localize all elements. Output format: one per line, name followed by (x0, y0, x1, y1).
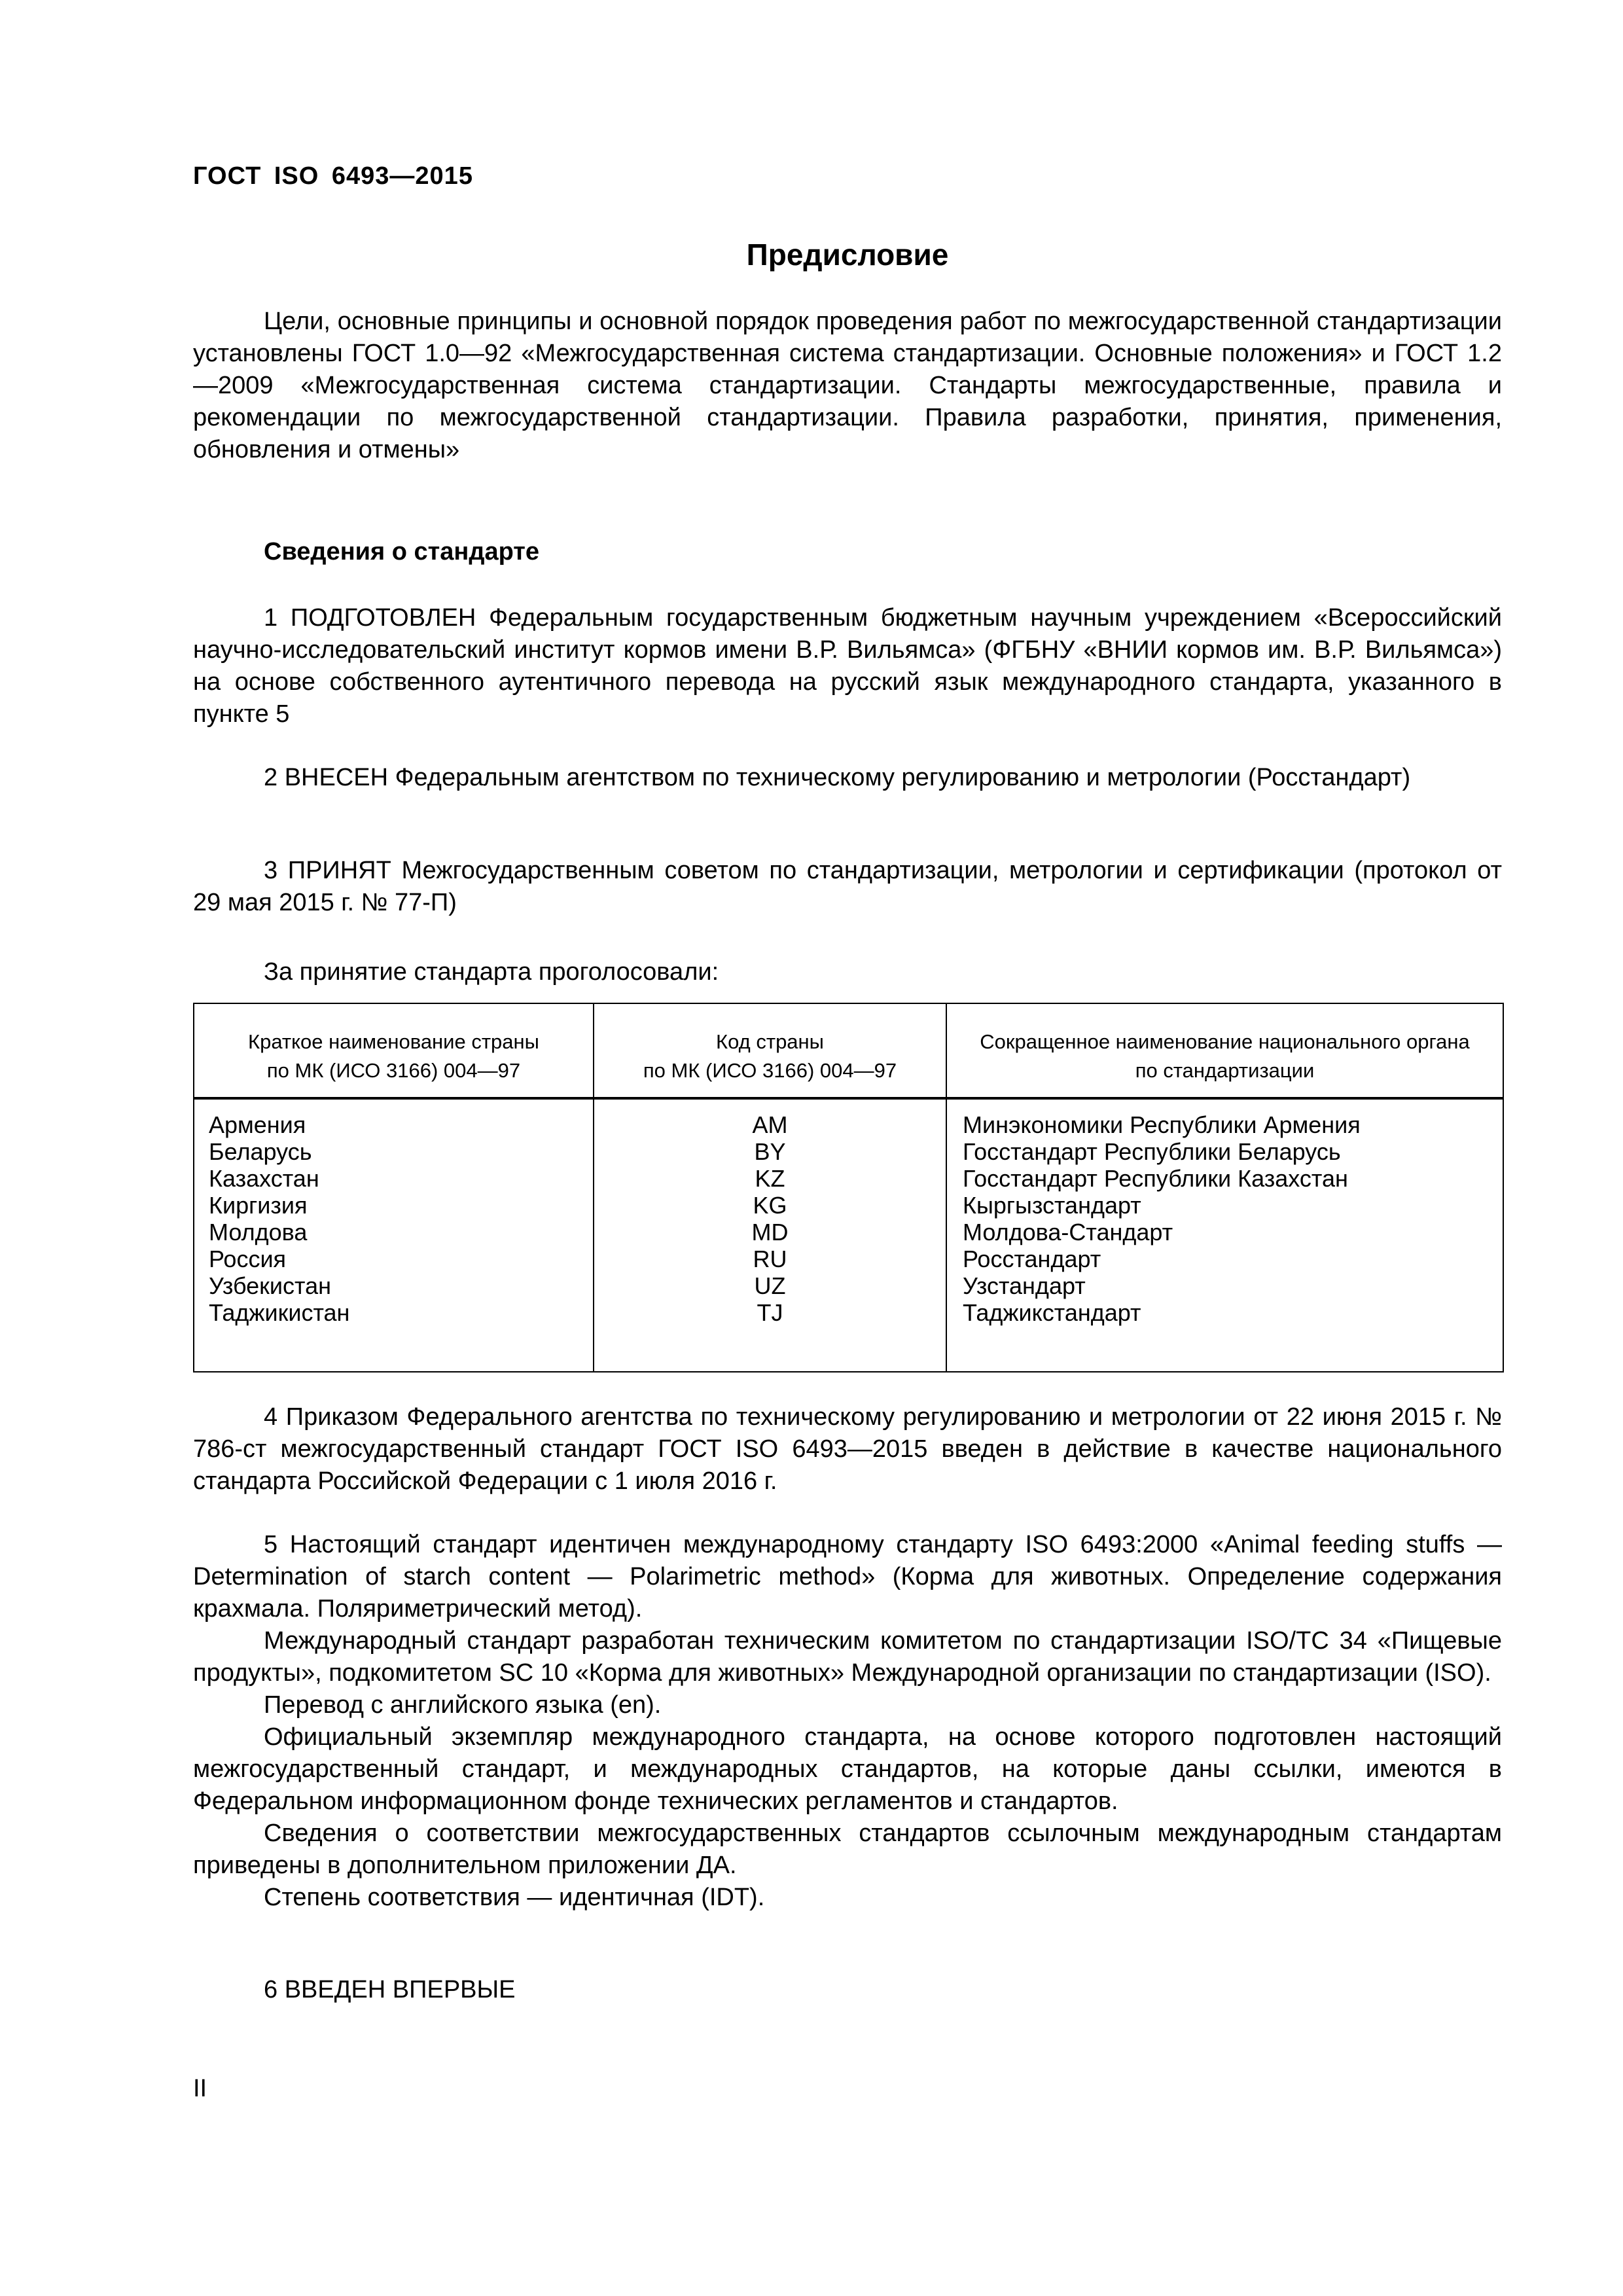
item-6-block (193, 1974, 1502, 2006)
country-name: Беларусь (209, 1138, 312, 1165)
page-number: II (193, 2075, 207, 2102)
country-code: TJ (757, 1299, 783, 1326)
country-name: Таджикистан (209, 1299, 350, 1326)
item-5-paragraph-6: Степень соответствия — идентичная (IDT). (264, 1884, 765, 1911)
country-name: Киргизия (209, 1192, 308, 1219)
header-standards-body (946, 1003, 1503, 1098)
standards-body: Росстандарт (963, 1246, 1101, 1272)
country-name: Армения (209, 1111, 306, 1138)
country-name: Узбекистан (209, 1272, 332, 1299)
item-6-paragraph: 6 ВВЕДЕН ВПЕРВЫЕ (264, 1976, 516, 2003)
country-code: KG (753, 1192, 787, 1219)
document-code: ГОСТ ISO 6493—2015 (193, 162, 473, 190)
header-country-name (194, 1003, 594, 1098)
item-5-paragraph-3: Перевод с английского языка (en). (264, 1691, 662, 1719)
country-codes-cell (594, 1098, 946, 1372)
standards-body: Кыргызстандарт (963, 1192, 1141, 1219)
country-name: Молдова (209, 1219, 308, 1246)
vote-table-header-row (194, 1003, 1503, 1098)
country-code: MD (751, 1219, 789, 1246)
standards-body: Минэкономики Республики Армения (963, 1111, 1361, 1138)
intro-block (193, 306, 1502, 466)
item-3-paragraph: 3 ПРИНЯТ Межгосударственным советом по стандартизации, метрологии и сертификации (протокол от 29 мая 2015 г. № 77-П) (193, 857, 1502, 916)
vote-table-body-row (194, 1098, 1503, 1372)
item-5-paragraph-1: 5 Настоящий стандарт идентичен международному стандарту ISO 6493:2000 «Animal feeding stuffs — Determination of starch content — Polarimetric method» (Корма для животных. Определение содержания крахмала. Поляриметрический метод). (193, 1531, 1502, 1623)
item-5-block (193, 1529, 1502, 1914)
standards-body: Таджикстандарт (963, 1299, 1141, 1326)
header-standards-body-line2: по стандартизации (1135, 1059, 1315, 1082)
intro-paragraph: Цели, основные принципы и основной порядок проведения работ по межгосударственной стандартизации установлены ГОСТ 1.0—92 «Межгосударственная система стандартизации. Основные положения» и ГОСТ 1.2—2009 «Межгосударственная система стандартизации. Стандарты межгосударственные, правила и рекомендации по межгосударственной стандартизации. Правила разработки, принятия, применения, обновления и отмены» (193, 308, 1502, 463)
item-4-block (193, 1401, 1502, 1498)
header-country-code (594, 1003, 946, 1098)
country-name: Казахстан (209, 1165, 319, 1192)
country-code: RU (753, 1246, 787, 1272)
item-3-block (193, 855, 1502, 919)
country-names-cell (194, 1098, 594, 1372)
standards-body: Молдова-Стандарт (963, 1219, 1173, 1246)
item-2-paragraph: 2 ВНЕСЕН Федеральным агентством по техническому регулированию и метрологии (Росстандарт) (264, 764, 1411, 791)
item-1-paragraph: 1 ПОДГОТОВЛЕН Федеральным государственным бюджетным научным учреждением «Всероссийский научно-исследовательский институт кормов имени В.Р. Вильямса» (ФГБНУ «ВНИИ кормов им. В.Р. Вильямса») на основе собственного аутентичного перевода на русский язык международного стандарта, указанного в пункте 5 (193, 604, 1502, 728)
country-code: UZ (754, 1272, 786, 1299)
header-standards-body-line1: Сокращенное наименование национального органа (980, 1030, 1470, 1053)
item-5-paragraph-2: Международный стандарт разработан техническим комитетом по стандартизации ISO/TC 34 «Пищевые продукты», подкомитетом SC 10 «Корма для животных» Международной организации по стандартизации (ISO). (193, 1627, 1502, 1687)
standards-body: Госстандарт Республики Беларусь (963, 1138, 1341, 1165)
header-country-name-line1: Краткое наименование страны (248, 1030, 539, 1053)
standards-body: Госстандарт Республики Казахстан (963, 1165, 1348, 1192)
item-4-paragraph: 4 Приказом Федерального агентства по техническому регулированию и метрологии от 22 июня 2015 г. № 786-ст межгосударственный стандарт ГОСТ ISO 6493—2015 введен в действие в качестве национального стандарта Российской Федерации с 1 июля 2016 г. (193, 1403, 1502, 1495)
header-country-code-line2: по МК (ИСО 3166) 004—97 (643, 1059, 897, 1082)
country-code: AM (752, 1111, 788, 1138)
header-country-name-line2: по МК (ИСО 3166) 004—97 (266, 1059, 521, 1082)
item-5-paragraph-4: Официальный экземпляр международного стандарта, на основе которого подготовлен настоящий межгосударственный стандарт, и международных стандартов, на которые даны ссылки, имеются в Федеральном информационном фонде технических регламентов и стандартов. (193, 1723, 1502, 1815)
vote-table (193, 1003, 1504, 1372)
country-code: BY (754, 1138, 786, 1165)
standards-body: Узстандарт (963, 1272, 1086, 1299)
item-1-block (193, 602, 1502, 730)
header-country-code-line1: Код страны (716, 1030, 824, 1053)
item-2-block (193, 762, 1502, 794)
vote-intro: За принятие стандарта проголосовали: (264, 958, 719, 986)
section-heading: Сведения о стандарте (264, 538, 540, 565)
standards-bodies-cell (946, 1098, 1503, 1372)
country-code: KZ (755, 1165, 785, 1192)
country-name: Россия (209, 1246, 287, 1272)
page-title: Предисловие (746, 238, 949, 272)
item-5-paragraph-5: Сведения о соответствии межгосударственных стандартов ссылочным международным стандартам приведены в дополнительном приложении ДА. (193, 1820, 1502, 1879)
